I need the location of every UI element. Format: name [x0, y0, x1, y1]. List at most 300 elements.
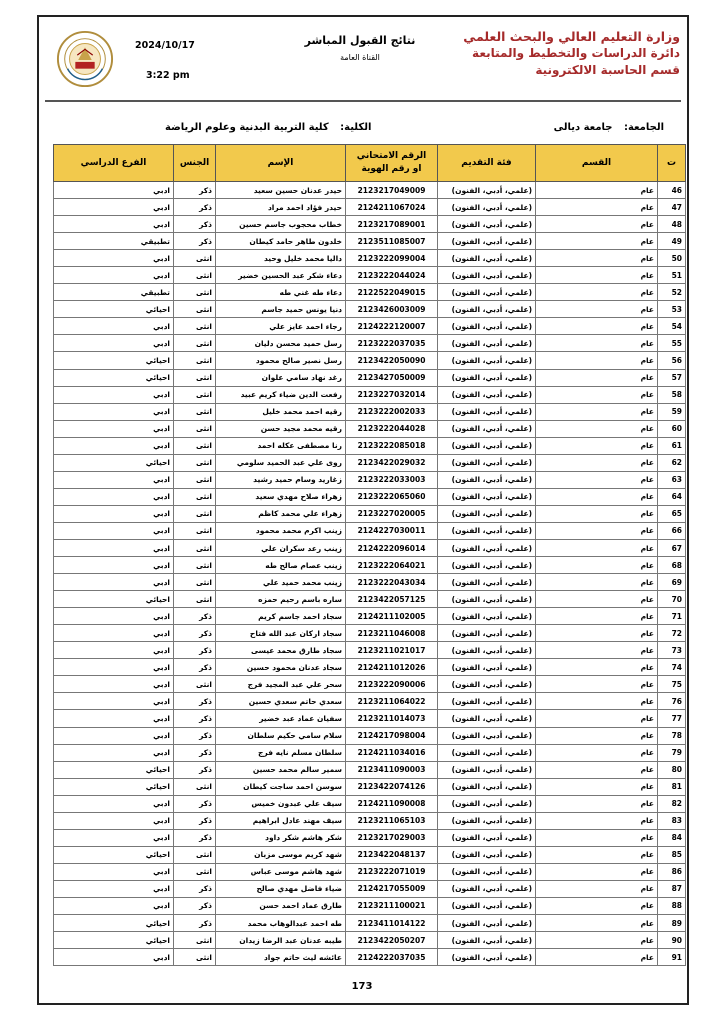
gender-cell: ذكر [174, 897, 216, 914]
section-name: قسم الحاسبة الالكترونية [535, 63, 680, 77]
gender-cell: انثى [174, 335, 216, 352]
exam-id-cell: 2123222090006 [346, 676, 438, 693]
table-row [54, 591, 686, 608]
department-cell: عام [536, 625, 658, 642]
gender-cell: ذكر [174, 744, 216, 761]
department-cell: عام [536, 233, 658, 250]
student-name-cell: زهراء صلاح مهدي سعيد [216, 488, 346, 505]
table-row [54, 812, 686, 829]
department-cell: عام [536, 642, 658, 659]
department-cell: عام [536, 335, 658, 352]
student-name-cell: دنيا يونس حميد جاسم [216, 301, 346, 318]
university-meta [554, 122, 664, 133]
student-name-cell: حيدر عدنان حسين سعيد [216, 182, 346, 199]
gender-cell: ذكر [174, 812, 216, 829]
row-number: 85 [658, 846, 686, 863]
exam-id-cell: 2123422050090 [346, 352, 438, 369]
table-row [54, 216, 686, 233]
exam-id-cell: 2123211046008 [346, 625, 438, 642]
category-cell: (علمي، أدبي، الفنون) [438, 471, 536, 488]
gender-cell: ذكر [174, 829, 216, 846]
row-number: 61 [658, 437, 686, 454]
category-cell: (علمي، أدبي، الفنون) [438, 625, 536, 642]
table-row [54, 574, 686, 591]
department-cell: عام [536, 539, 658, 556]
department-cell: عام [536, 199, 658, 216]
row-number: 87 [658, 880, 686, 897]
branch-cell: ادبي [54, 199, 174, 216]
category-cell: (علمي، أدبي، الفنون) [438, 233, 536, 250]
student-name-cell: سلطان مسلم نايه فرج [216, 744, 346, 761]
exam-id-cell: 2123222002033 [346, 403, 438, 420]
row-number: 77 [658, 710, 686, 727]
row-number: 74 [658, 659, 686, 676]
student-name-cell: سجاد اركان عبد الله فتاح [216, 625, 346, 642]
exam-id-cell: 2123222085018 [346, 437, 438, 454]
table-row [54, 437, 686, 454]
branch-cell: ادبي [54, 727, 174, 744]
exam-id-cell: 2123217049009 [346, 182, 438, 199]
table-row [54, 608, 686, 625]
category-cell: (علمي، أدبي، الفنون) [438, 199, 536, 216]
gender-cell: انثى [174, 454, 216, 471]
gender-cell: ذكر [174, 795, 216, 812]
exam-id-cell: 2123222044028 [346, 420, 438, 437]
exam-id-cell: 2124211034016 [346, 744, 438, 761]
table-row [54, 250, 686, 267]
exam-id-cell: 2124211012026 [346, 659, 438, 676]
student-name-cell: رسل حميد محسن دليان [216, 335, 346, 352]
table-row [54, 676, 686, 693]
gender-cell: ذكر [174, 199, 216, 216]
department-cell: عام [536, 915, 658, 932]
branch-cell: تطبيقي [54, 284, 174, 301]
exam-id-cell: 2124211067024 [346, 199, 438, 216]
student-name-cell: زغاريد وسام حميد رشيد [216, 471, 346, 488]
category-cell: (علمي، أدبي، الفنون) [438, 591, 536, 608]
student-name-cell: سجاد عدنان محمود حسين [216, 659, 346, 676]
branch-cell: ادبي [54, 897, 174, 914]
table-row [54, 642, 686, 659]
row-number: 89 [658, 915, 686, 932]
exam-id-cell: 2123222064021 [346, 557, 438, 574]
table-row [54, 539, 686, 556]
gender-cell: ذكر [174, 710, 216, 727]
header-name: الإسم [216, 145, 346, 182]
gender-cell: ذكر [174, 659, 216, 676]
exam-id-cell: 2123422057125 [346, 591, 438, 608]
category-cell: (علمي، أدبي، الفنون) [438, 949, 536, 966]
category-cell: (علمي، أدبي، الفنون) [438, 539, 536, 556]
student-name-cell: رقيه احمد محمد خليل [216, 403, 346, 420]
category-cell: (علمي، أدبي، الفنون) [438, 301, 536, 318]
branch-cell: ادبي [54, 795, 174, 812]
branch-cell: احيائي [54, 301, 174, 318]
table-row [54, 284, 686, 301]
row-number: 57 [658, 369, 686, 386]
category-cell: (علمي، أدبي، الفنون) [438, 761, 536, 778]
department-cell: عام [536, 676, 658, 693]
student-name-cell: سجاد طارق محمد عيسى [216, 642, 346, 659]
branch-cell: ادبي [54, 642, 174, 659]
student-name-cell: زينب عصام صالح طه [216, 557, 346, 574]
header-exam-id [346, 145, 438, 182]
gender-cell: انثى [174, 250, 216, 267]
student-name-cell: سفيان عماد عبد خضير [216, 710, 346, 727]
row-number: 76 [658, 693, 686, 710]
table-row [54, 505, 686, 522]
gender-cell: ذكر [174, 233, 216, 250]
table-row [54, 761, 686, 778]
table-row [54, 949, 686, 966]
admission-results-table [53, 144, 686, 966]
department-cell: عام [536, 250, 658, 267]
department-cell: عام [536, 386, 658, 403]
branch-cell: ادبي [54, 676, 174, 693]
table-row [54, 471, 686, 488]
exam-id-cell: 2124211090008 [346, 795, 438, 812]
table-row [54, 403, 686, 420]
category-cell: (علمي، أدبي، الفنون) [438, 488, 536, 505]
gender-cell: انثى [174, 318, 216, 335]
student-name-cell: شكر هاشم شكر داود [216, 829, 346, 846]
row-number: 73 [658, 642, 686, 659]
branch-cell: احيائي [54, 932, 174, 949]
row-number: 80 [658, 761, 686, 778]
table-row [54, 932, 686, 949]
category-cell: (علمي، أدبي، الفنون) [438, 267, 536, 284]
table-row [54, 915, 686, 932]
gender-cell: انثى [174, 420, 216, 437]
exam-id-cell: 2124222096014 [346, 539, 438, 556]
category-cell: (علمي، أدبي، الفنون) [438, 216, 536, 233]
department-cell: عام [536, 369, 658, 386]
table-row [54, 488, 686, 505]
row-number: 55 [658, 335, 686, 352]
table-row [54, 557, 686, 574]
gender-cell: انثى [174, 932, 216, 949]
row-number: 53 [658, 301, 686, 318]
category-cell: (علمي، أدبي، الفنون) [438, 335, 536, 352]
exam-id-cell: 2123222071019 [346, 863, 438, 880]
department-cell: عام [536, 608, 658, 625]
department-cell: عام [536, 557, 658, 574]
branch-cell: ادبي [54, 625, 174, 642]
row-number: 81 [658, 778, 686, 795]
category-cell: (علمي، أدبي، الفنون) [438, 710, 536, 727]
table-row [54, 335, 686, 352]
table-row [54, 710, 686, 727]
exam-id-cell: 2123222044024 [346, 267, 438, 284]
table-row [54, 318, 686, 335]
category-cell: (علمي، أدبي، الفنون) [438, 915, 536, 932]
channel-label: القناة العامة [340, 53, 380, 62]
table-row [54, 369, 686, 386]
student-name-cell: سعدي حاتم سعدي حسين [216, 693, 346, 710]
branch-cell: ادبي [54, 386, 174, 403]
gender-cell: انثى [174, 863, 216, 880]
department-cell: عام [536, 591, 658, 608]
table-row [54, 863, 686, 880]
department-cell: عام [536, 522, 658, 539]
category-cell: (علمي، أدبي، الفنون) [438, 454, 536, 471]
student-name-cell: ساره باسم رحيم حمزه [216, 591, 346, 608]
report-date: 2024/10/17 [135, 40, 195, 51]
exam-id-cell: 2123217029003 [346, 829, 438, 846]
category-cell: (علمي، أدبي، الفنون) [438, 574, 536, 591]
exam-id-cell: 2124222037035 [346, 949, 438, 966]
gender-cell: انثى [174, 539, 216, 556]
student-name-cell: رغد نهاد سامي علوان [216, 369, 346, 386]
department-cell: عام [536, 744, 658, 761]
category-cell: (علمي، أدبي، الفنون) [438, 608, 536, 625]
department-cell: عام [536, 897, 658, 914]
department-cell: عام [536, 267, 658, 284]
exam-id-cell: 2124217098004 [346, 727, 438, 744]
student-name-cell: ضياء فاضل مهدي صالح [216, 880, 346, 897]
table-row [54, 880, 686, 897]
branch-cell: ادبي [54, 829, 174, 846]
table-row [54, 182, 686, 199]
category-cell: (علمي، أدبي، الفنون) [438, 812, 536, 829]
category-cell: (علمي، أدبي، الفنون) [438, 778, 536, 795]
table-row [54, 744, 686, 761]
gender-cell: انثى [174, 352, 216, 369]
gender-cell: ذكر [174, 182, 216, 199]
exam-id-cell: 2124222120007 [346, 318, 438, 335]
student-name-cell: طارق عماد احمد حسن [216, 897, 346, 914]
branch-cell: ادبي [54, 744, 174, 761]
exam-id-cell: 2123422074126 [346, 778, 438, 795]
table-row [54, 778, 686, 795]
branch-cell: ادبي [54, 437, 174, 454]
table-row [54, 352, 686, 369]
branch-cell: ادبي [54, 267, 174, 284]
row-number: 65 [658, 505, 686, 522]
department-cell: عام [536, 812, 658, 829]
row-number: 79 [658, 744, 686, 761]
student-name-cell: عائشه ليث حاتم جواد [216, 949, 346, 966]
gender-cell: انثى [174, 505, 216, 522]
department-cell: عام [536, 488, 658, 505]
gender-cell: ذكر [174, 642, 216, 659]
row-number: 84 [658, 829, 686, 846]
department-cell: عام [536, 863, 658, 880]
department-cell: عام [536, 454, 658, 471]
student-name-cell: سيف مهند عادل ابراهيم [216, 812, 346, 829]
gender-cell: ذكر [174, 727, 216, 744]
table-row [54, 267, 686, 284]
row-number: 86 [658, 863, 686, 880]
branch-cell: ادبي [54, 522, 174, 539]
row-number: 78 [658, 727, 686, 744]
gender-cell: انثى [174, 403, 216, 420]
row-number: 59 [658, 403, 686, 420]
table-row [54, 199, 686, 216]
gender-cell: ذكر [174, 625, 216, 642]
ministry-header [430, 28, 680, 79]
table-row [54, 233, 686, 250]
branch-cell: احيائي [54, 369, 174, 386]
university-label: الجامعة: [623, 122, 664, 133]
student-name-cell: سمير سالم محمد حسين [216, 761, 346, 778]
student-name-cell: رفعت الدين ضياء كريم عبيد [216, 386, 346, 403]
student-name-cell: سوسن احمد ساجت كيطان [216, 778, 346, 795]
gender-cell: انثى [174, 949, 216, 966]
branch-cell: ادبي [54, 403, 174, 420]
page-number: 173 [351, 981, 373, 992]
row-number: 70 [658, 591, 686, 608]
row-number: 46 [658, 182, 686, 199]
exam-id-cell: 2123422048137 [346, 846, 438, 863]
branch-cell: ادبي [54, 182, 174, 199]
department-cell: عام [536, 795, 658, 812]
header-category: فئة التقديم [438, 145, 536, 182]
category-cell: (علمي، أدبي، الفنون) [438, 863, 536, 880]
category-cell: (علمي، أدبي، الفنون) [438, 846, 536, 863]
table-row [54, 846, 686, 863]
department-cell: عام [536, 403, 658, 420]
gender-cell: ذكر [174, 216, 216, 233]
university-value: جامعة ديالى [553, 122, 613, 133]
table-header-row [54, 145, 686, 182]
exam-id-cell: 2123411090003 [346, 761, 438, 778]
exam-id-cell: 2124211102005 [346, 608, 438, 625]
department-cell: عام [536, 216, 658, 233]
gender-cell: انثى [174, 778, 216, 795]
exam-id-cell: 2123211021017 [346, 642, 438, 659]
category-cell: (علمي، أدبي، الفنون) [438, 693, 536, 710]
table-row [54, 522, 686, 539]
department-cell: عام [536, 352, 658, 369]
gender-cell: ذكر [174, 693, 216, 710]
exam-id-cell: 2123211064022 [346, 693, 438, 710]
table-row [54, 386, 686, 403]
branch-cell: ادبي [54, 880, 174, 897]
exam-id-cell: 2123227020005 [346, 505, 438, 522]
department-cell: عام [536, 301, 658, 318]
report-time: 3:22 pm [146, 70, 190, 81]
exam-id-cell: 2123427050009 [346, 369, 438, 386]
category-cell: (علمي، أدبي، الفنون) [438, 318, 536, 335]
row-number: 71 [658, 608, 686, 625]
category-cell: (علمي، أدبي، الفنون) [438, 369, 536, 386]
department-cell: عام [536, 949, 658, 966]
header-divider [45, 100, 681, 102]
department-cell: عام [536, 437, 658, 454]
gender-cell: انثى [174, 284, 216, 301]
exam-id-cell: 2123227032014 [346, 386, 438, 403]
gender-cell: انثى [174, 574, 216, 591]
department-cell: عام [536, 693, 658, 710]
branch-cell: احيائي [54, 778, 174, 795]
student-name-cell: دعاء طه غني طه [216, 284, 346, 301]
gender-cell: انثى [174, 301, 216, 318]
category-cell: (علمي، أدبي، الفنون) [438, 829, 536, 846]
gender-cell: انثى [174, 522, 216, 539]
gender-cell: ذكر [174, 880, 216, 897]
category-cell: (علمي، أدبي، الفنون) [438, 744, 536, 761]
department-cell: عام [536, 659, 658, 676]
department-cell: عام [536, 505, 658, 522]
branch-cell: ادبي [54, 488, 174, 505]
student-name-cell: رقيه محمد مجيد حسن [216, 420, 346, 437]
results-heading [300, 34, 420, 62]
row-number: 90 [658, 932, 686, 949]
college-value: كلية التربية البدنية وعلوم الرياضة [165, 122, 329, 133]
category-cell: (علمي، أدبي، الفنون) [438, 676, 536, 693]
gender-cell: انثى [174, 557, 216, 574]
category-cell: (علمي، أدبي، الفنون) [438, 182, 536, 199]
exam-id-cell: 2123422050207 [346, 932, 438, 949]
category-cell: (علمي، أدبي، الفنون) [438, 659, 536, 676]
student-name-cell: طيبه عدنان عبد الرضا زيدان [216, 932, 346, 949]
exam-id-cell: 2123222099004 [346, 250, 438, 267]
student-name-cell: سلام سامي حكيم سلطان [216, 727, 346, 744]
header-exam-id-line2: او رقم الهوية [361, 164, 422, 174]
category-cell: (علمي، أدبي، الفنون) [438, 557, 536, 574]
department-cell: عام [536, 846, 658, 863]
student-name-cell: سحر علي عبد المجيد فرج [216, 676, 346, 693]
row-number: 58 [658, 386, 686, 403]
gender-cell: انثى [174, 471, 216, 488]
branch-cell: احيائي [54, 454, 174, 471]
table-row [54, 454, 686, 471]
branch-cell: ادبي [54, 539, 174, 556]
gender-cell: انثى [174, 591, 216, 608]
student-name-cell: شهد كريم موسى مزبان [216, 846, 346, 863]
exam-id-cell: 2123211065103 [346, 812, 438, 829]
row-number: 49 [658, 233, 686, 250]
table-row [54, 693, 686, 710]
branch-cell: ادبي [54, 608, 174, 625]
gender-cell: انثى [174, 386, 216, 403]
category-cell: (علمي، أدبي، الفنون) [438, 897, 536, 914]
department-cell: عام [536, 778, 658, 795]
row-number: 48 [658, 216, 686, 233]
header-exam-id-line1: الرقم الامتحاني [356, 151, 427, 161]
branch-cell: احيائي [54, 846, 174, 863]
table-row [54, 897, 686, 914]
exam-id-cell: 2123211100021 [346, 897, 438, 914]
student-name-cell: شهد هاشم موسى عباس [216, 863, 346, 880]
row-number: 88 [658, 897, 686, 914]
branch-cell: ادبي [54, 335, 174, 352]
branch-cell: ادبي [54, 693, 174, 710]
branch-cell: ادبي [54, 574, 174, 591]
category-cell: (علمي، أدبي، الفنون) [438, 352, 536, 369]
branch-cell: ادبي [54, 659, 174, 676]
exam-id-cell: 2123426003009 [346, 301, 438, 318]
row-number: 91 [658, 949, 686, 966]
student-name-cell: طه احمد عبدالوهاب محمد [216, 915, 346, 932]
student-name-cell: حيدر فؤاد احمد مراد [216, 199, 346, 216]
exam-id-cell: 2123411014122 [346, 915, 438, 932]
row-number: 56 [658, 352, 686, 369]
table-row [54, 301, 686, 318]
page-title: نتائج القبول المباشر [304, 34, 416, 47]
department-cell: عام [536, 727, 658, 744]
table-row [54, 625, 686, 642]
category-cell: (علمي، أدبي، الفنون) [438, 250, 536, 267]
department-name: دائرة الدراسات والتخطيط والمتابعة [472, 46, 680, 60]
gender-cell: انثى [174, 369, 216, 386]
branch-cell: احيائي [54, 352, 174, 369]
gender-cell: ذكر [174, 608, 216, 625]
category-cell: (علمي، أدبي، الفنون) [438, 284, 536, 301]
header-gender: الجنس [174, 145, 216, 182]
student-name-cell: خلدون طاهر حامد كيطان [216, 233, 346, 250]
